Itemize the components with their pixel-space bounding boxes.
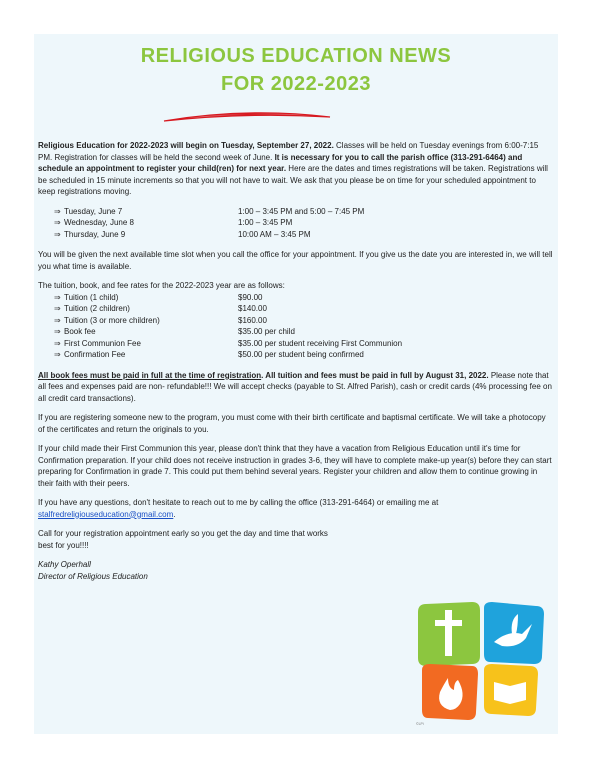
fee-value: $35.00 per child (238, 327, 295, 336)
call-office-text: It is necessary for you to call the parish office (313-291-6464) and schedule an appointment to register your child(ren) for next year. (38, 152, 523, 173)
intro-text-2: Here are the dates and times registrations will be taken. Registrations will be scheduled in 15 minute increments so that you will not have to wait. We ask that you please be on time for your scheduled appointment to keep registrations moving. (38, 164, 548, 196)
fee-label: Tuition (2 children) (64, 304, 130, 313)
dove-icon (484, 602, 544, 664)
arrow-icon: ⇒ (54, 350, 61, 359)
payment-paragraph (38, 370, 554, 405)
contact-paragraph (38, 497, 554, 520)
arrow-icon: ⇒ (54, 206, 61, 216)
fee-label: Tuition (3 or more children) (64, 315, 160, 325)
fee-row (38, 303, 554, 315)
schedule-value: 1:00 – 3:45 PM (238, 218, 293, 227)
communion-paragraph: If your child made their First Communion this year, please don't think that they have a vacation from Religious Education until it's time for Confirmation preparation. If your child does not receive instruction in grades 3-6, they will have to complete make-up year(s) before they can start preparing for Confirmation in grade 7. This could put them behind several years. Register your children and allow them to continue growing in their faith with their peers. (38, 444, 552, 488)
book-fee-notice: All book fees must be paid in full at the time of registration (38, 370, 262, 380)
red-swoosh-decoration (162, 109, 332, 125)
payment-deadline: . All tuition and fees must be paid in full by August 31, 2022. (261, 370, 489, 380)
start-date-text: Religious Education for 2022-2023 will begin on Tuesday, September 27, 2022. (38, 141, 334, 150)
fee-label: Book fee (64, 327, 96, 336)
fee-row (38, 326, 554, 338)
fee-value: $35.00 per student receiving First Communion (238, 338, 403, 348)
sacraments-logo (414, 600, 546, 722)
fee-value: $160.00 (238, 315, 267, 325)
schedule-list (38, 206, 554, 241)
fee-row (38, 315, 554, 327)
fee-value: $90.00 (238, 292, 263, 302)
contact-end: . (173, 509, 176, 519)
email-link[interactable]: stalfredreligiouseducation@gmail.com (38, 509, 174, 519)
schedule-row (38, 229, 554, 241)
schedule-value: 10:00 AM – 3:45 PM (238, 229, 311, 239)
fee-row (38, 349, 554, 361)
payment-details: Please note that all fees and expenses paid are non- refundable!!! We will accept checks (payable to St. Alfred Parish), cash or credit cards (4% processing fee on all credit card transactions). (38, 370, 552, 403)
fee-row (38, 292, 554, 304)
schedule-label: Tuesday, June 7 (64, 206, 123, 216)
newsletter-page (34, 34, 558, 734)
fee-label: First Communion Fee (64, 338, 141, 348)
title-line-1: RELIGIOUS EDUCATION NEWS (140, 45, 452, 67)
cross-icon (418, 602, 480, 666)
title-line-2: FOR 2022-2023 (221, 73, 371, 95)
call-paragraph: Call for your registration appointment early so you get the day and time that works best for you!!!! (38, 529, 328, 550)
fee-row (38, 338, 554, 350)
intro-text-1: Classes will be held on Tuesday evenings from 6:00-7:15 PM. Registration for classes will be held the second week of June. (38, 141, 539, 162)
book-icon (484, 664, 538, 716)
arrow-icon: ⇒ (54, 315, 61, 325)
schedule-row (38, 217, 554, 229)
arrow-icon: ⇒ (54, 292, 61, 302)
arrow-icon: ⇒ (54, 218, 61, 227)
page-title (34, 42, 558, 98)
fee-value: $140.00 (238, 304, 267, 313)
arrow-icon: ⇒ (54, 304, 61, 313)
signature-name: Kathy Operhall (38, 560, 91, 569)
logo-copyright-mark: ©LPi (416, 722, 424, 726)
new-student-paragraph: If you are registering someone new to the program, you must come with their birth certificate and baptismal certificate. We will take a photocopy of the certificates and return the originals to you. (38, 413, 546, 434)
intro-paragraph (38, 140, 554, 198)
arrow-icon: ⇒ (54, 327, 61, 336)
fee-value: $50.00 per student being confirmed (238, 350, 364, 359)
signature-role: Director of Religious Education (38, 571, 148, 581)
arrow-icon: ⇒ (54, 229, 61, 239)
flame-icon (422, 664, 478, 720)
schedule-value: 1:00 – 3:45 PM and 5:00 – 7:45 PM (238, 206, 365, 216)
schedule-label: Wednesday, June 8 (64, 218, 134, 227)
slot-paragraph: You will be given the next available time slot when you call the office for your appointment. If you give us the date you are interested in, we will tell you what time is available. (38, 250, 553, 271)
fee-label: Tuition (1 child) (64, 292, 119, 302)
schedule-label: Thursday, June 9 (64, 229, 126, 239)
arrow-icon: ⇒ (54, 338, 61, 348)
schedule-row (38, 206, 554, 218)
contact-text: If you have any questions, don't hesitate to reach out to me by calling the office (313-291-6464) or emailing me at (38, 498, 439, 507)
fees-intro: The tuition, book, and fee rates for the 2022-2023 year are as follows: (38, 281, 285, 290)
newsletter-body (38, 140, 554, 582)
fees-list (38, 292, 554, 361)
fee-label: Confirmation Fee (64, 350, 126, 359)
